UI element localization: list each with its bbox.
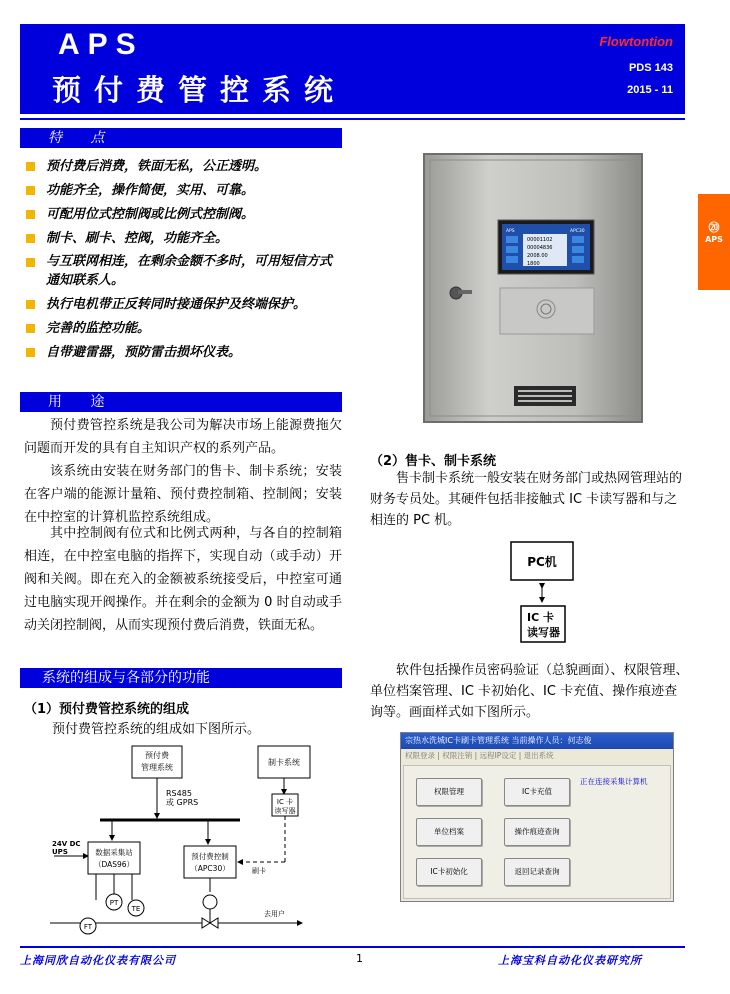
subsection-2-heading: （2）售卡、制卡系统: [370, 454, 497, 469]
subsection-1-heading: （1）预付费管控系统的组成: [24, 702, 190, 717]
bullet-icon: [26, 162, 35, 171]
software-titlebar: 宗热水洗城IC卡刷卡管理系统 当前操作人员：何志俊: [401, 733, 673, 749]
document-date: 2015 - 11: [627, 84, 673, 96]
document-code: PDS 143: [628, 62, 673, 74]
return-records-button: 返回记录查询: [504, 858, 570, 886]
screen-label-left: APS: [506, 229, 515, 234]
uses-paragraph-2: 该系统由安装在财务部门的售卡、制卡系统；安装在客户端的能源计量箱、预付费控制箱、控制阀；安装在中控室的计算机监控系统组成。: [24, 464, 342, 525]
feature-item: 制卡、刷卡、控阀，功能齐全。: [24, 228, 344, 250]
power-label-1: 24V DC: [52, 840, 81, 848]
bullet-icon: [26, 258, 35, 267]
product-code-title: APS: [58, 28, 144, 61]
ic-reader-label-2: 读写器: [274, 807, 296, 815]
footer-company-left: 上海同欣自动化仪表有限公司: [20, 954, 176, 967]
das96-box: [88, 842, 140, 874]
control-cabinet-photo: [420, 150, 646, 425]
bullet-icon: [26, 186, 35, 195]
unit-records-button: 单位档案: [416, 818, 482, 846]
software-main-panel: [403, 765, 671, 899]
page-number: 1: [356, 952, 363, 965]
system-heading: 系统的组成与各部分的功能: [20, 668, 342, 688]
side-tab: [698, 194, 730, 290]
footer-divider: [20, 946, 685, 948]
connection-status: 正在连接采集计算机: [580, 777, 648, 786]
das-label-2: （DAS96）: [93, 860, 135, 869]
software-description: 软件包括操作员密码验证（总貌画面）、权限管理、单位档案管理、IC 卡初始化、IC 卡充值、操作痕迹查询等。画面样式如下图所示。: [370, 663, 689, 720]
ft-label: FT: [83, 923, 93, 931]
pt-label: PT: [109, 899, 119, 907]
header-banner: [20, 24, 685, 114]
pc-reader-diagram: [505, 540, 585, 646]
chapter-number-icon: ⑳: [708, 221, 720, 234]
feature-item: 自带避雷器，预防雷击损坏仪表。: [24, 342, 344, 364]
uses-paragraph-1: 预付费管控系统是我公司为解决市场上能源费拖欠问题而开发的具有自主知识产权的系列产品。: [24, 418, 342, 456]
operation-trace-button: 操作痕迹查询: [504, 818, 570, 846]
reader-label-2: 读写器: [527, 626, 560, 639]
bullet-icon: [26, 300, 35, 309]
uses-heading: 用 途: [20, 392, 342, 412]
power-label-2: UPS: [52, 848, 68, 856]
system-diagram: [40, 742, 340, 938]
das-label-1: 数据采集站: [95, 848, 133, 857]
feature-item: 预付费后消费，铁面无私，公正透明。: [24, 156, 344, 178]
bullet-icon: [26, 234, 35, 243]
swipe-label: 刷卡: [252, 867, 266, 875]
ic-recharge-button: IC卡充值: [504, 778, 570, 806]
brand-logo: Flowtontion: [599, 34, 673, 49]
features-list: [24, 156, 344, 366]
uses-paragraph-3: 其中控制阀有位式和比例式两种，与各自的控制箱相连，在中控室电脑的指挥下，实现自动（或手动）开阀和关阀。即在充入的金额被系统接受后，中控室可通过电脑实现开阀操作。并在剩余的金额为 0 时自动或手动关闭控制阀，从而实现预付费后消费，铁面无私。: [24, 526, 342, 633]
feature-item: 完善的监控功能。: [24, 318, 344, 340]
bullet-icon: [26, 348, 35, 357]
subsection-2-text: 售卡制卡系统一般安装在财务部门或热网管理站的财务专员处。其硬件包括非接触式 IC 卡读写器和与之相连的 PC 机。: [370, 471, 683, 528]
rs485-label: RS485: [166, 789, 192, 798]
screen-row: 1800: [527, 261, 540, 267]
header-divider: [20, 118, 685, 120]
footer-company-right: 上海宝科自动化仪表研究所: [498, 954, 642, 967]
ic-initialize-button: IC卡初始化: [416, 858, 482, 886]
side-tab-label: APS: [705, 235, 723, 244]
prepay-sys-label-1: 预付费: [145, 751, 169, 760]
screen-row: 00004836: [527, 245, 553, 251]
ic-reader-label-1: IC 卡: [276, 798, 294, 806]
subsection-1-text: 预付费管控系统的组成如下图所示。: [52, 722, 261, 737]
screen-label-right: APC30: [570, 229, 585, 234]
screen-row: 2008.00: [527, 253, 548, 259]
gprs-label: 或 GPRS: [166, 798, 199, 807]
feature-item: 与互联网相连，在剩余金额不多时，可用短信方式通知联系人。: [24, 252, 344, 290]
feature-item: 执行电机带正反转同时接通保护及终端保护。: [24, 294, 344, 316]
te-label: TE: [131, 905, 141, 913]
feature-item: 功能齐全，操作简便，实用、可靠。: [24, 180, 344, 202]
screen-row: 00001102: [527, 237, 553, 243]
apc-label-1: 预付费控制: [191, 852, 229, 861]
bullet-icon: [26, 210, 35, 219]
prepay-sys-label-2: 管理系统: [141, 763, 173, 772]
software-screenshot: [400, 732, 674, 902]
valve-actuator-icon: [203, 895, 217, 909]
card-reader-window: [500, 288, 594, 334]
apc30-box: [184, 846, 236, 878]
to-user-label: 去用户: [264, 910, 285, 918]
card-sys-label: 制卡系统: [268, 758, 300, 767]
feature-item: 可配用位式控制阀或比例式控制阀。: [24, 204, 344, 226]
software-menubar: 权限登录 | 权限注销 | 远程IP设定 | 退出系统: [405, 751, 554, 760]
features-heading: 特 点: [20, 128, 342, 148]
reader-label-1: IC 卡: [527, 611, 554, 624]
bullet-icon: [26, 324, 35, 333]
apc-label-2: （APC30）: [190, 864, 230, 873]
product-name-title: 预付费管控系统: [52, 73, 347, 107]
pc-label: PC机: [527, 555, 557, 569]
permission-management-button: 权限管理: [416, 778, 482, 806]
